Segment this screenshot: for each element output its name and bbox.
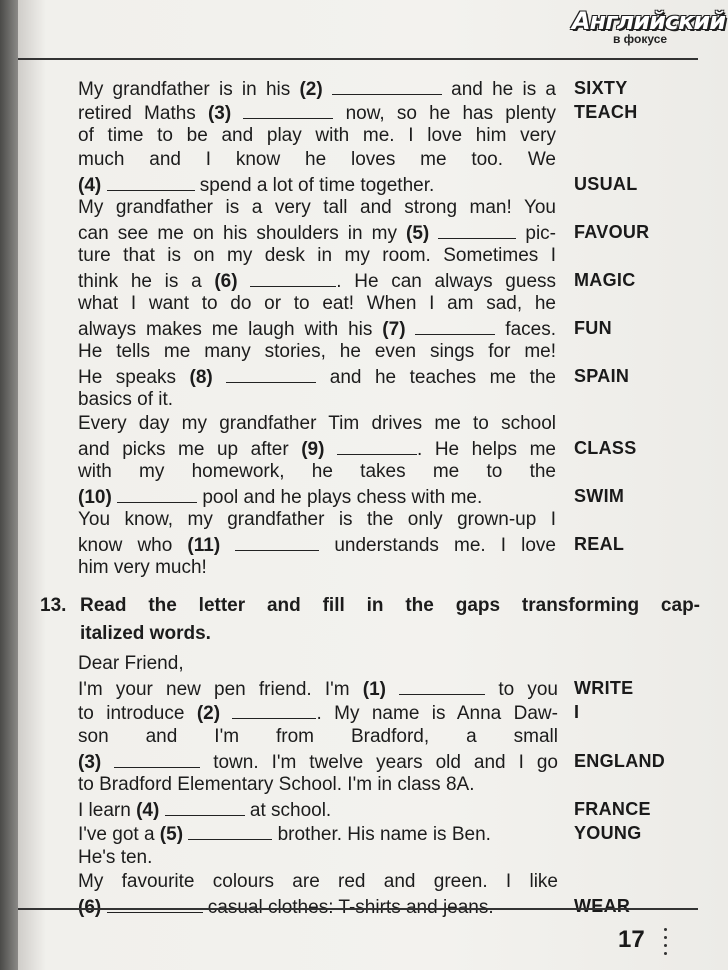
answer-blank[interactable] bbox=[114, 749, 200, 768]
gap-number: (5) bbox=[406, 223, 430, 244]
gap-number: (10) bbox=[78, 487, 112, 508]
answer-blank[interactable] bbox=[107, 894, 203, 913]
capitalized-keyword: FRANCE bbox=[574, 799, 651, 820]
passage1-line: basics of it. bbox=[78, 389, 174, 410]
answer-blank[interactable] bbox=[415, 316, 495, 335]
answer-blank[interactable] bbox=[243, 100, 333, 119]
passage1-line: You know, my grandfather is the only grown-up I bbox=[78, 509, 556, 530]
logo-title: Английский bbox=[572, 7, 726, 35]
passage2-line: (6) casual clothes: T-shirts and jeans. bbox=[78, 894, 558, 918]
passage2-line: I've got a (5) brother. His name is Ben. bbox=[78, 821, 558, 845]
capitalized-keyword: YOUNG bbox=[574, 823, 642, 844]
gap-number: (5) bbox=[159, 824, 184, 846]
gap-number: (1) bbox=[362, 679, 387, 701]
passage1-line: much and I know he loves me too. We bbox=[78, 149, 556, 170]
passage2-line: (3) town. I'm twelve years old and I go bbox=[78, 749, 558, 773]
passage2-line: I'm your new pen friend. I'm (1) to you bbox=[78, 676, 558, 700]
capitalized-keyword: FUN bbox=[574, 318, 612, 338]
passage1-line: him very much! bbox=[78, 557, 207, 578]
gap-number: (3) bbox=[78, 751, 102, 773]
header-rule bbox=[18, 58, 698, 60]
passage1-line: what I want to do or to eat! When I am sad, he bbox=[78, 293, 556, 314]
passage1-line: Every day my grandfather Tim drives me to school bbox=[78, 413, 556, 434]
passage2-line: He's ten. bbox=[78, 846, 153, 868]
capitalized-keyword: SPAIN bbox=[574, 366, 630, 386]
capitalized-keyword: WRITE bbox=[574, 678, 634, 699]
passage2-line: to Bradford Elementary School. I'm in class 8A. bbox=[78, 773, 475, 795]
passage2-line: My favourite colours are red and green. I like bbox=[78, 870, 558, 892]
passage2-line: son and I'm from Bradford, a small bbox=[78, 725, 558, 747]
gap-number: (2) bbox=[196, 703, 221, 725]
answer-blank[interactable] bbox=[117, 484, 197, 503]
gap-number: (4) bbox=[78, 175, 102, 196]
answer-blank[interactable] bbox=[165, 797, 245, 816]
answer-blank[interactable] bbox=[250, 268, 336, 287]
answer-blank[interactable] bbox=[235, 532, 319, 551]
gap-number: (3) bbox=[207, 103, 232, 124]
passage1-line: retired Maths (3) now, so he has plenty bbox=[78, 100, 556, 124]
passage1-line: He speaks (8) and he teaches me the bbox=[78, 364, 556, 388]
capitalized-keyword: ENGLAND bbox=[574, 750, 666, 771]
answer-blank[interactable] bbox=[107, 172, 195, 191]
gap-number: (9) bbox=[301, 439, 325, 460]
passage-letter bbox=[78, 652, 558, 918]
passage2-line: Dear Friend, bbox=[78, 653, 184, 674]
answer-blank[interactable] bbox=[438, 220, 516, 239]
passage1-line: (10) pool and he plays chess with me. bbox=[78, 484, 556, 508]
capitalized-keyword: REAL bbox=[574, 534, 625, 554]
capitalized-keyword: FAVOUR bbox=[574, 222, 650, 242]
passage1-line: with my homework, he takes me to the bbox=[78, 461, 556, 482]
capitalized-keyword: SIXTY bbox=[574, 78, 628, 98]
passage-grandfather bbox=[78, 76, 556, 580]
capitalized-keyword: USUAL bbox=[574, 174, 638, 194]
capitalized-keyword: I bbox=[574, 702, 580, 723]
passage2-line: to introduce (2) . My name is Anna Daw- bbox=[78, 700, 558, 724]
capitalized-keyword: WEAR bbox=[574, 896, 631, 916]
capitalized-keyword: MAGIC bbox=[574, 270, 636, 290]
exercise-instruction-line1: Read the letter and fill in the gaps transforming cap- bbox=[80, 595, 700, 616]
exercise-instruction-line2: italized words. bbox=[80, 623, 211, 644]
passage1-line: always makes me laugh with his (7) faces. bbox=[78, 316, 556, 340]
gap-number: (4) bbox=[136, 800, 160, 822]
passage1-line: can see me on his shoulders in my (5) pic- bbox=[78, 220, 556, 244]
answer-blank[interactable] bbox=[226, 364, 316, 383]
capitalized-keyword: CLASS bbox=[574, 438, 637, 458]
capitalized-keyword: TEACH bbox=[574, 102, 638, 122]
passage1-line: of time to be and play with me. I love him very bbox=[78, 125, 556, 146]
footer-rule bbox=[18, 908, 698, 910]
passage1-line: (4) spend a lot of time together. bbox=[78, 172, 556, 196]
passage1-line: and picks me up after (9) . He helps me bbox=[78, 436, 556, 460]
gap-number: (8) bbox=[189, 367, 213, 388]
gap-number: (11) bbox=[187, 535, 221, 556]
book-page bbox=[18, 0, 728, 970]
logo-subtitle: в фокусе bbox=[612, 32, 668, 46]
book-spine-edge bbox=[0, 0, 18, 970]
page-edge-dots bbox=[664, 928, 668, 960]
answer-blank[interactable] bbox=[188, 821, 272, 840]
passage1-line: think he is a (6) . He can always guess bbox=[78, 268, 556, 292]
passage1-line: He tells me many stories, he even sings for me! bbox=[78, 341, 556, 362]
gap-number: (6) bbox=[214, 271, 238, 292]
gap-number: (7) bbox=[382, 319, 406, 340]
gap-number: (2) bbox=[299, 79, 323, 100]
answer-blank[interactable] bbox=[399, 676, 485, 695]
answer-blank[interactable] bbox=[337, 436, 417, 455]
page-number: 17 bbox=[618, 926, 645, 953]
series-logo bbox=[572, 7, 726, 46]
capitalized-keyword: SWIM bbox=[574, 486, 625, 506]
gap-number: (6) bbox=[78, 896, 102, 918]
passage1-line: My grandfather is a very tall and strong man! You bbox=[78, 197, 556, 218]
answer-blank[interactable] bbox=[232, 700, 316, 719]
exercise-number: 13. bbox=[40, 595, 67, 616]
passage1-line: My grandfather is in his (2) and he is a bbox=[78, 76, 556, 100]
passage1-line: ture that is on my desk in my room. Sometimes I bbox=[78, 245, 556, 266]
passage1-line: know who (11) understands me. I love bbox=[78, 532, 556, 556]
answer-blank[interactable] bbox=[332, 76, 442, 95]
passage2-line: I learn (4) at school. bbox=[78, 797, 558, 821]
